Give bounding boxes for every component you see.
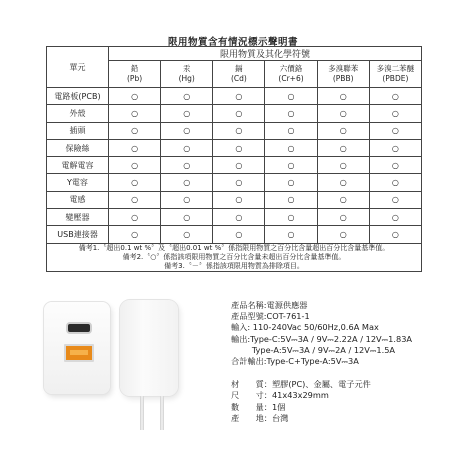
substance-mark: ○ [213,209,265,226]
note-line: 備考2.〝○〞係指該項限用物質之百分比含量未超出百分比含量基準值。 [122,252,346,261]
spec-line: 輸入: 110-240Vac 50/60Hz,0.6A Max [231,322,379,333]
substance-mark: ○ [265,174,317,191]
plug-prong [160,396,164,430]
substance-header: 鎘 (Cd) [213,61,265,88]
part-name: USB連接器 [47,226,109,243]
table-row [47,174,422,191]
substance-mark: ○ [109,174,161,191]
detail-line: 產 地：台灣 [231,412,289,423]
substance-mark: ○ [109,191,161,208]
spec-line: Type-A:5V⎓3A / 9V⎓2A / 12V⎓1.5A [231,344,396,355]
substance-mark: ○ [369,139,421,156]
substance-mark: ○ [109,105,161,122]
part-name: 變壓器 [47,209,109,226]
charger-side-image [120,300,178,396]
detail-line: 尺 寸：41x43x29mm [231,390,329,401]
part-name: 外殼 [47,105,109,122]
table-row [47,209,422,226]
table-row [47,139,422,156]
substance-mark: ○ [265,157,317,174]
note-line: 備考3.〝－〞係指該項限用物質為排除項目。 [164,261,304,270]
part-name: 電解電容 [47,157,109,174]
substance-mark: ○ [317,88,369,105]
substance-mark: ○ [369,122,421,139]
substance-mark: ○ [265,122,317,139]
substance-mark: ○ [369,226,421,243]
substance-mark: ○ [369,209,421,226]
table-row [47,122,422,139]
substance-mark: ○ [265,191,317,208]
substance-mark: ○ [213,174,265,191]
substance-mark: ○ [109,157,161,174]
substance-mark: ○ [213,88,265,105]
substance-mark: ○ [161,88,213,105]
charger-front-image [44,302,110,394]
spec-line: 合計輸出:Type-C+Type-A:5V⎓3A [231,356,359,367]
substance-mark: ○ [317,209,369,226]
substance-mark: ○ [317,122,369,139]
table-body [47,88,422,244]
detail-line: 數 量：1個 [231,401,286,412]
substance-header: 多溴二苯醚 (PBDE) [369,61,421,88]
plug-prong [140,396,144,430]
substance-mark: ○ [265,105,317,122]
substance-mark: ○ [161,139,213,156]
substance-mark: ○ [109,88,161,105]
substance-group-header: 限用物質及其化學符號 [109,47,422,61]
restricted-substances-table [46,46,422,272]
substance-mark: ○ [265,226,317,243]
table-row [47,157,422,174]
substance-header: 汞 (Hg) [161,61,213,88]
substance-mark: ○ [161,174,213,191]
substance-mark: ○ [369,157,421,174]
substance-mark: ○ [109,122,161,139]
substance-mark: ○ [213,191,265,208]
substance-mark: ○ [317,105,369,122]
substance-header: 鉛 (Pb) [109,61,161,88]
substance-mark: ○ [213,139,265,156]
substance-mark: ○ [161,122,213,139]
table-row [47,105,422,122]
substance-mark: ○ [109,209,161,226]
table-row [47,88,422,105]
substance-mark: ○ [213,122,265,139]
substance-mark: ○ [317,191,369,208]
part-name: 電感 [47,191,109,208]
substance-mark: ○ [161,157,213,174]
substance-mark: ○ [317,226,369,243]
substance-mark: ○ [109,226,161,243]
spec-line: 輸出:Type-C:5V⎓3A / 9V⎓2.22A / 12V⎓1.83A [231,333,413,344]
product-spec [231,300,461,424]
table-row [47,191,422,208]
substance-mark: ○ [265,209,317,226]
substance-mark: ○ [265,88,317,105]
substance-mark: ○ [369,105,421,122]
substance-mark: ○ [317,174,369,191]
part-name: 保險絲 [47,139,109,156]
part-name: 插頭 [47,122,109,139]
substance-mark: ○ [265,139,317,156]
substance-mark: ○ [161,105,213,122]
substance-mark: ○ [317,139,369,156]
substance-mark: ○ [109,139,161,156]
substance-header: 多溴聯苯 (PBB) [317,61,369,88]
detail-line: 材 質：塑膠(PC)、金屬、電子元件 [231,379,371,390]
substance-mark: ○ [369,191,421,208]
substance-mark: ○ [161,226,213,243]
substance-mark: ○ [161,191,213,208]
table-row [47,226,422,243]
note-line: 備考1.〝超出0.1 wt %〞及〝超出0.01 wt %〞係指限用物質之百分比含量超出百分比含量基準值。 [78,243,390,252]
usb-c-port [66,322,92,334]
spec-line: 產品名稱:電源供應器 [231,300,308,310]
usb-a-port [64,344,94,362]
substance-mark: ○ [161,209,213,226]
substance-mark: ○ [213,105,265,122]
substance-mark: ○ [317,157,369,174]
part-name: 電路板(PCB) [47,88,109,105]
notes-row [47,243,422,271]
part-name: Y電容 [47,174,109,191]
substance-mark: ○ [213,226,265,243]
unit-header: 單元 [47,47,109,88]
spec-line: 產品型號:COT-761-1 [231,311,310,322]
substance-header: 六價鉻 (Cr+6) [265,61,317,88]
substance-mark: ○ [369,88,421,105]
declaration-title: 限用物質含有情況標示聲明書 [167,37,298,48]
substance-mark: ○ [213,157,265,174]
notes-cell [47,243,422,271]
substance-mark: ○ [369,174,421,191]
